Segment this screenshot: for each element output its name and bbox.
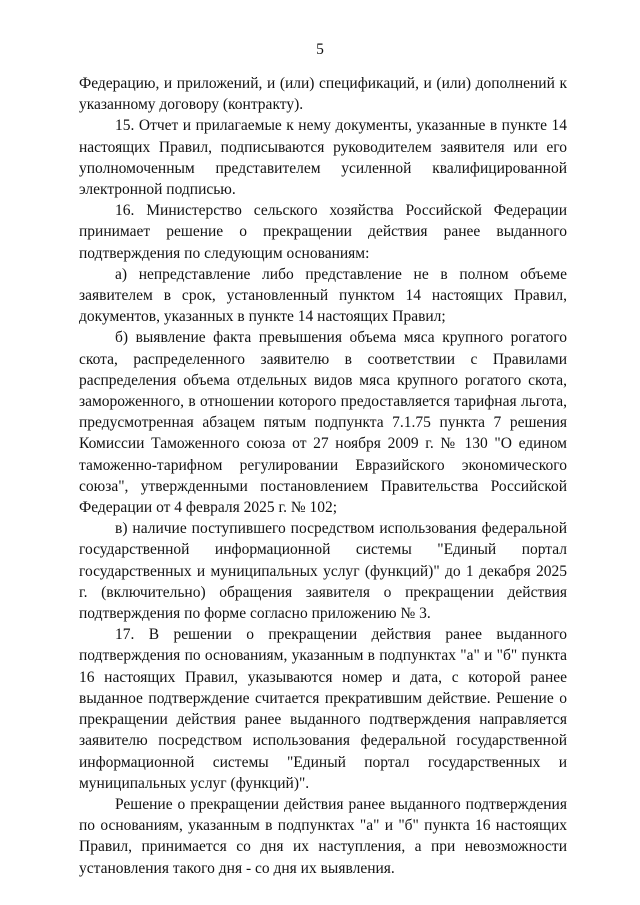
paragraph-17-2: Решение о прекращении действия ранее выданного подтверждения по основаниям, указанным в подпунктах "а" и "б" пункта 16 настоящих Правил, принимается со дня их наступления, а при невозможности установления такого дня - со дня их выявления. bbox=[79, 795, 567, 877]
document-body bbox=[79, 73, 567, 879]
paragraph-continuation: Федерацию, и приложений, и (или) спецификаций, и (или) дополнений к указанному договору (контракту). bbox=[79, 75, 567, 114]
paragraph-17: 17. В решении о прекращении действия ранее выданного подтверждения по основаниям, указанным в подпунктах "а" и "б" пункта 16 настоящих Правил, указываются номер и дата, с которой ранее выданное подтверждение считается прекратившим действие. Решение о прекращении действия ранее выданного подтверждения направляется заявителю посредством использования федеральной государственной информационной системы "Единый портал государственных и муниципальных услуг (функций)". bbox=[79, 626, 567, 792]
paragraph-16a: а) непредставление либо представление не в полном объеме заявителем в срок, установленный пунктом 14 настоящих Правил, документов, указанных в пункте 14 настоящих Правил; bbox=[79, 265, 567, 326]
paragraph-16v: в) наличие поступившего посредством использования федеральной государственной информационной системы "Единый портал государственных и муниципальных услуг (функций)" до 1 декабря 2025 г. (включительно) обращения заявителя о прекращении действия подтверждения по форме согласно приложению № 3. bbox=[79, 520, 567, 623]
page-number: 5 bbox=[316, 41, 324, 58]
paragraph-16: 16. Министерство сельского хозяйства Российской Федерации принимает решение о прекращении действия ранее выданного подтверждения по следующим основаниям: bbox=[79, 202, 567, 262]
paragraph-15: 15. Отчет и прилагаемые к нему документы, указанные в пункте 14 настоящих Правил, подписываются руководителем заявителя или его уполномоченным представителем усиленной квалифицированной электронной подписью. bbox=[79, 117, 567, 199]
paragraph-16b: б) выявление факта превышения объема мяса крупного рогатого скота, распределенного заявителю в соответствии с Правилами распределения объема отдельных видов мяса крупного рогатого скота, замороженного, в отношении которого предоставляется тарифная льгота, предусмотренная абзацем пятым подпункта 7.1.75 пункта 7 решения Комиссии Таможенного союза от 27 ноября 2009 г. № 130 "О едином таможенно-тарифном регулировании Евразийского экономического союза", утвержденными постановлением Правительства Российской Федерации от 4 февраля 2025 г. № 102; bbox=[79, 329, 567, 517]
